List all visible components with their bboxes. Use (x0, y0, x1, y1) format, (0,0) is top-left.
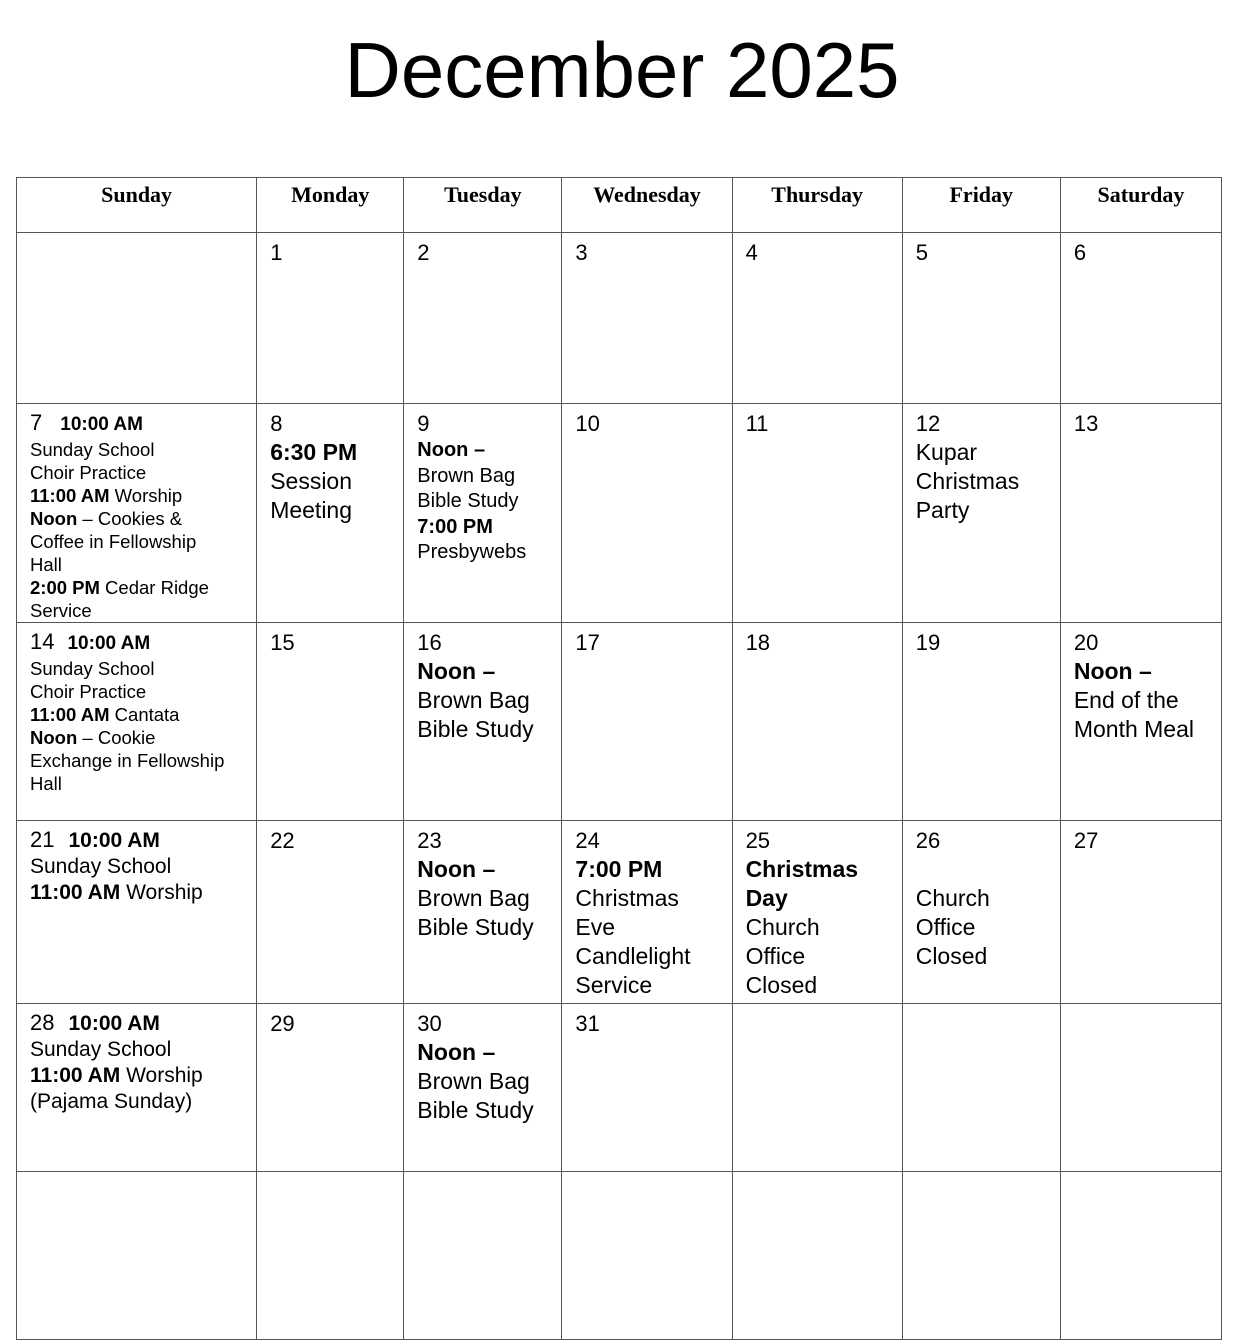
weekday-header-tuesday: Tuesday (404, 178, 562, 233)
event-text: Bible Study (417, 1097, 534, 1123)
event-text: Brown Bag (417, 1068, 530, 1094)
event-time: 11:00 AM (30, 704, 110, 725)
day-cell-empty (1060, 1172, 1221, 1340)
day-number: 19 (915, 630, 941, 655)
day-number: 31 (575, 1011, 600, 1036)
event-text: Closed (745, 972, 818, 998)
day-cell-4 (732, 233, 902, 404)
event-text: Party (915, 497, 970, 523)
event-text: Session (270, 468, 353, 494)
day-number: 16 (417, 630, 442, 655)
weekday-header-wednesday: Wednesday (562, 178, 732, 233)
event-text: Month Meal (1073, 716, 1194, 742)
event-text: Sunday School (30, 439, 155, 460)
event-text: Hall (30, 554, 62, 575)
day-cell-10 (562, 404, 732, 623)
day-number: 20 (1073, 630, 1099, 655)
day-cell-6 (1060, 233, 1221, 404)
day-number: 25 (745, 828, 771, 853)
event-text: Bible Study (417, 716, 534, 742)
day-cell-empty (17, 233, 257, 404)
day-cell-empty (1060, 1004, 1221, 1172)
day-cell-empty (902, 1004, 1060, 1172)
event-time: 2:00 PM (30, 577, 100, 598)
day-cell-7 (17, 404, 257, 623)
event-time: Noon – (417, 439, 486, 461)
event-text: Worship (120, 881, 203, 904)
event-text: – Cookie (77, 727, 156, 748)
day-cell-28 (17, 1004, 257, 1172)
day-number: 28 (30, 1010, 55, 1035)
day-cell-3 (562, 233, 732, 404)
day-number: 4 (745, 240, 758, 265)
event-text: Cantata (109, 704, 180, 725)
event-time: 7:00 PM (417, 515, 493, 538)
event-text: Church (915, 885, 990, 911)
event-text: Bible Study (417, 490, 519, 512)
event-text: Sunday School (30, 1038, 172, 1061)
day-cell-18 (732, 623, 902, 821)
day-cell-21 (17, 821, 257, 1004)
day-cell-empty (732, 1004, 902, 1172)
event-title: Day (745, 885, 788, 911)
day-number: 15 (270, 630, 295, 655)
week-row (17, 1004, 1222, 1172)
day-cell-25 (732, 821, 902, 1004)
event-time: 11:00 AM (30, 485, 110, 506)
day-number: 22 (270, 828, 295, 853)
day-number: 11 (745, 411, 769, 436)
event-text: (Pajama Sunday) (30, 1090, 193, 1113)
event-time: 11:00 AM (30, 1064, 121, 1087)
day-cell-empty (902, 1172, 1060, 1340)
event-text: Worship (109, 485, 183, 506)
week-row (17, 404, 1222, 623)
day-number: 13 (1073, 411, 1099, 436)
event-text: Christmas (575, 885, 679, 911)
event-title: Christmas (745, 856, 859, 882)
day-cell-9 (404, 404, 562, 623)
day-number: 8 (270, 411, 283, 436)
day-number: 30 (417, 1011, 442, 1036)
day-number: 6 (1073, 240, 1087, 265)
day-cell-27 (1060, 821, 1221, 1004)
day-cell-14 (17, 623, 257, 821)
event-time: Noon – (417, 658, 496, 684)
week-row (17, 233, 1222, 404)
day-cell-24 (562, 821, 732, 1004)
event-time: Noon – (417, 856, 496, 882)
event-time: Noon – (417, 1039, 496, 1065)
event-text: – Cookies & (77, 508, 183, 529)
day-cell-22 (257, 821, 404, 1004)
week-row (17, 821, 1222, 1004)
event-time: 11:00 AM (30, 881, 121, 904)
day-cell-20 (1060, 623, 1221, 821)
day-number: 3 (575, 240, 588, 265)
event-text: Kupar (915, 439, 978, 465)
day-cell-empty (562, 1172, 732, 1340)
day-number: 1 (270, 240, 283, 265)
day-cell-11 (732, 404, 902, 623)
day-number: 2 (417, 240, 430, 265)
day-number: 7 (30, 410, 43, 435)
event-text: Brown Bag (417, 464, 516, 487)
day-heading (30, 1010, 256, 1037)
day-cell-31 (562, 1004, 732, 1172)
event-text: Meeting (270, 497, 353, 523)
weekday-header-saturday: Saturday (1060, 178, 1221, 233)
event-text: Sunday School (30, 855, 172, 878)
event-text: End of the (1073, 687, 1179, 713)
event-text: Office (915, 914, 976, 940)
day-number: 27 (1073, 828, 1099, 853)
day-number: 24 (575, 828, 600, 853)
page-title: December 2025 (344, 26, 900, 114)
event-time: Noon (30, 508, 78, 529)
event-text: Bible Study (417, 914, 534, 940)
day-number: 21 (30, 827, 55, 852)
day-number: 29 (270, 1011, 295, 1036)
day-cell-17 (562, 623, 732, 821)
event-text: Candlelight (575, 943, 691, 969)
day-number: 18 (745, 630, 771, 655)
event-text: Service (575, 972, 653, 998)
day-cell-29 (257, 1004, 404, 1172)
day-cell-16 (404, 623, 562, 821)
weekday-header-thursday: Thursday (732, 178, 902, 233)
event-text: Exchange in Fellowship (30, 750, 225, 771)
day-heading (30, 410, 256, 438)
day-number: 23 (417, 828, 442, 853)
event-text: Presbywebs (417, 541, 527, 563)
event-time: 6:30 PM (270, 439, 358, 465)
event-text: Church (745, 914, 820, 940)
day-cell-empty (404, 1172, 562, 1340)
day-cell-19 (902, 623, 1060, 821)
event-text: Office (745, 943, 806, 969)
day-cell-8 (257, 404, 404, 623)
day-cell-empty (17, 1172, 257, 1340)
event-time: Noon – (1073, 658, 1152, 684)
weekday-header-friday: Friday (902, 178, 1060, 233)
event-text: Brown Bag (417, 885, 530, 911)
week-row (17, 1172, 1222, 1340)
event-text: Brown Bag (417, 687, 530, 713)
event-time: 10:00 AM (60, 414, 143, 435)
event-text: Choir Practice (30, 681, 147, 702)
event-text: Service (30, 600, 92, 621)
event-time: 10:00 AM (67, 633, 151, 654)
event-time: 10:00 AM (68, 829, 160, 852)
day-cell-12 (902, 404, 1060, 623)
event-text: Christmas (915, 468, 1020, 494)
day-cell-2 (404, 233, 562, 404)
event-text: Eve (575, 914, 616, 940)
event-text: Worship (120, 1064, 203, 1087)
event-text: Choir Practice (30, 462, 147, 483)
day-number: 12 (915, 411, 941, 436)
weekday-header-monday: Monday (257, 178, 404, 233)
day-cell-1 (257, 233, 404, 404)
event-time: 7:00 PM (575, 856, 663, 882)
day-heading (30, 827, 256, 854)
day-heading (30, 629, 256, 657)
day-cell-13 (1060, 404, 1221, 623)
day-number: 5 (915, 240, 928, 265)
day-number: 14 (30, 629, 55, 654)
day-cell-30 (404, 1004, 562, 1172)
event-text: Cedar Ridge (99, 577, 209, 598)
day-cell-23 (404, 821, 562, 1004)
day-cell-empty (732, 1172, 902, 1340)
day-number: 10 (575, 411, 600, 436)
event-time: 10:00 AM (68, 1012, 160, 1035)
day-cell-15 (257, 623, 404, 821)
weekday-header-sunday: Sunday (17, 178, 257, 233)
weekday-header-row (17, 178, 1222, 233)
day-number: 26 (915, 828, 941, 853)
event-time: Noon (30, 727, 78, 748)
event-text: Coffee in Fellowship (30, 531, 197, 552)
calendar-grid (16, 177, 1222, 1340)
day-cell-5 (902, 233, 1060, 404)
day-cell-empty (257, 1172, 404, 1340)
day-number: 9 (417, 411, 430, 436)
day-number: 17 (575, 630, 600, 655)
event-text: Sunday School (30, 658, 155, 679)
event-text: Closed (915, 943, 988, 969)
week-row (17, 623, 1222, 821)
event-text: Hall (30, 773, 62, 794)
day-cell-26 (902, 821, 1060, 1004)
